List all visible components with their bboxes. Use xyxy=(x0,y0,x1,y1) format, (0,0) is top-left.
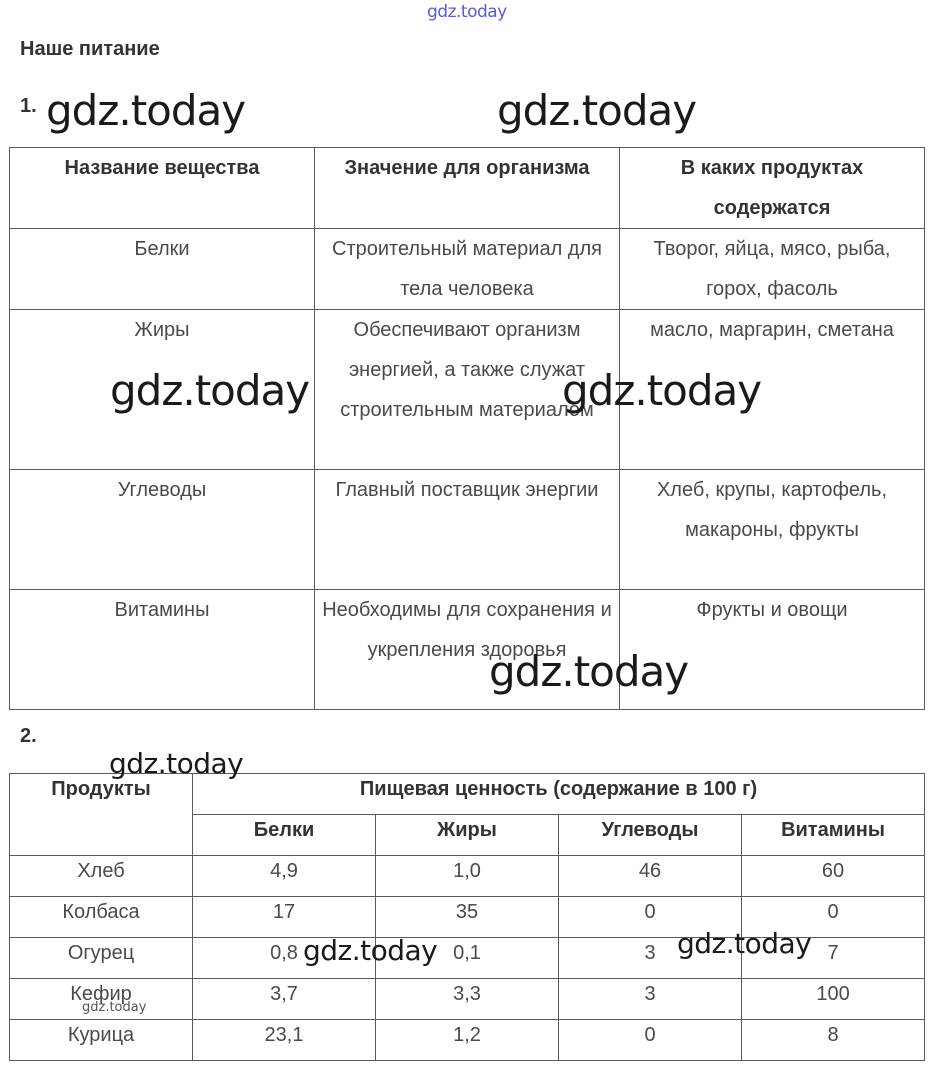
table-row xyxy=(10,856,925,897)
watermark: gdz.today xyxy=(427,2,507,22)
table-cell: 0 xyxy=(742,897,925,938)
header-cell: Жиры xyxy=(376,815,559,856)
table-cell: 0,8 xyxy=(193,938,376,979)
table-cell: Колбаса xyxy=(10,897,193,938)
table-cell: Огурец xyxy=(10,938,193,979)
table-cell: Кефир xyxy=(10,979,193,1020)
table-cell: Витамины xyxy=(10,590,315,710)
table-header-row xyxy=(10,148,925,229)
table-cell: 0 xyxy=(559,897,742,938)
watermark: gdz.today xyxy=(110,366,310,415)
watermark: gdz.today xyxy=(82,1000,147,1015)
table-header-row xyxy=(10,774,925,815)
table-row xyxy=(10,310,925,470)
watermark: gdz.today xyxy=(489,647,689,696)
watermark: gdz.today xyxy=(109,747,244,780)
table-row xyxy=(10,470,925,590)
table-row xyxy=(10,979,925,1020)
table-cell: Курица xyxy=(10,1020,193,1061)
task-number: 2. xyxy=(20,725,37,747)
table-cell: Жиры xyxy=(10,310,315,470)
table-row xyxy=(10,897,925,938)
table-cell: 0,1 xyxy=(376,938,559,979)
table-cell: Необходимы для сохранения и укрепления здоровья xyxy=(315,590,620,710)
table-cell: 0 xyxy=(559,1020,742,1061)
table-cell: 17 xyxy=(193,897,376,938)
table-row xyxy=(10,1020,925,1061)
table-cell: 60 xyxy=(742,856,925,897)
table-cell: 3 xyxy=(559,979,742,1020)
table-cell: 35 xyxy=(376,897,559,938)
header-cell: Белки xyxy=(193,815,376,856)
table-cell: 46 xyxy=(559,856,742,897)
watermark: gdz.today xyxy=(562,366,762,415)
table-cell: 1,2 xyxy=(376,1020,559,1061)
table-cell: Белки xyxy=(10,229,315,310)
header-cell: Название вещества xyxy=(10,148,315,229)
table-cell: 3,3 xyxy=(376,979,559,1020)
table-cell: Творог, яйца, мясо, рыба, горох, фасоль xyxy=(620,229,925,310)
watermark: gdz.today xyxy=(46,86,246,135)
table-cell: 23,1 xyxy=(193,1020,376,1061)
watermark: gdz.today xyxy=(677,927,812,960)
table-cell: 7 xyxy=(742,938,925,979)
header-cell: Углеводы xyxy=(559,815,742,856)
table-cell: Строительный материал для тела человека xyxy=(315,229,620,310)
header-cell: Витамины xyxy=(742,815,925,856)
header-cell: Пищевая ценность (содержание в 100 г) xyxy=(193,774,925,815)
header-cell: Значение для организма xyxy=(315,148,620,229)
table-cell: Хлеб xyxy=(10,856,193,897)
substances-table xyxy=(9,147,925,710)
table-cell: Фрукты и овощи xyxy=(620,590,925,710)
table-cell: Хлеб, крупы, картофель, макароны, фрукты xyxy=(620,470,925,590)
table-cell: 3,7 xyxy=(193,979,376,1020)
table-cell: Обеспечивают организм энергией, а также служат строительным материалом xyxy=(315,310,620,470)
table-row xyxy=(10,938,925,979)
watermark: gdz.today xyxy=(303,934,438,967)
task-number: 1. xyxy=(20,95,37,117)
table-cell: 4,9 xyxy=(193,856,376,897)
watermark: gdz.today xyxy=(497,86,697,135)
table-cell: Главный поставщик энергии xyxy=(315,470,620,590)
nutrition-table xyxy=(9,773,925,1061)
header-cell: В каких продуктах содержатся xyxy=(620,148,925,229)
table-cell: 1,0 xyxy=(376,856,559,897)
table-row xyxy=(10,229,925,310)
header-cell: Продукты xyxy=(10,774,193,856)
page-title: Наше питание xyxy=(20,38,160,60)
table-cell: 3 xyxy=(559,938,742,979)
table-cell: 8 xyxy=(742,1020,925,1061)
table-row xyxy=(10,590,925,710)
table-cell: Углеводы xyxy=(10,470,315,590)
table-cell: 100 xyxy=(742,979,925,1020)
table-cell: масло, маргарин, сметана xyxy=(620,310,925,470)
